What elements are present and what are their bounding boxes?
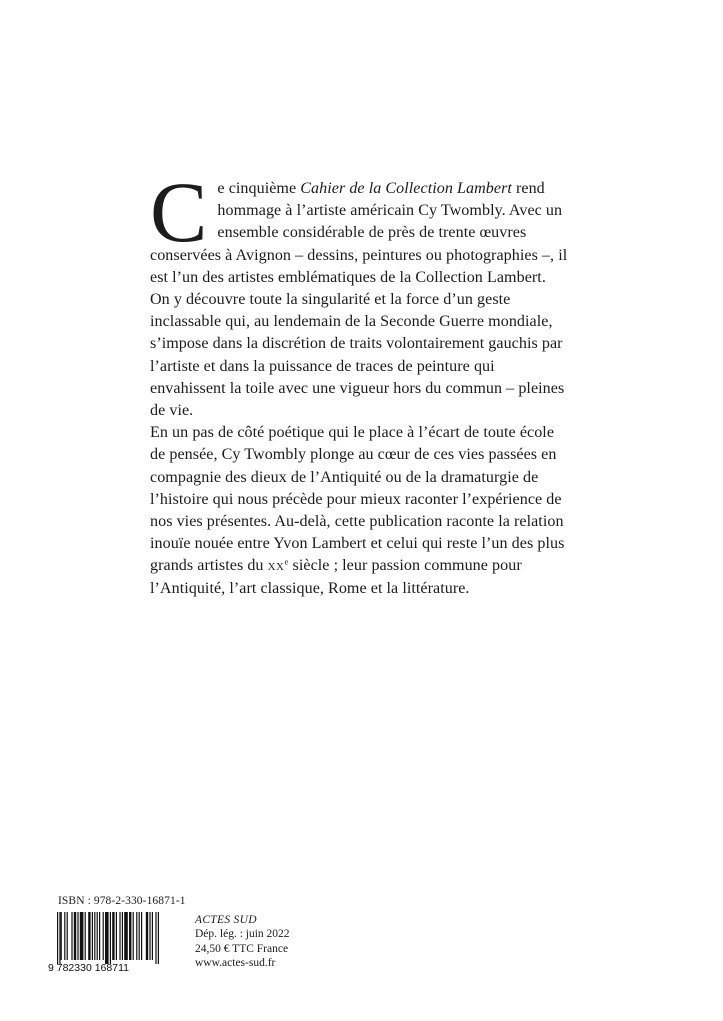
barcode-bar: [139, 912, 140, 960]
barcode-bar: [149, 912, 150, 960]
isbn-label: ISBN : 978-2-330-16871-1: [58, 895, 186, 907]
isbn-barcode: [48, 912, 180, 972]
barcode-bar: [146, 912, 148, 960]
barcode-bar: [88, 912, 90, 960]
barcode-bar: [74, 912, 76, 960]
book-series-title: Cahier de la Collection Lambert: [300, 180, 512, 197]
barcode-bar: [158, 912, 159, 964]
barcode-bar: [85, 912, 86, 960]
barcode-bar: [112, 912, 114, 960]
century-superscript: e: [284, 556, 289, 567]
barcode-bar: [97, 912, 98, 960]
paragraph-intro: [150, 164, 570, 289]
price: 24,50 € TTC France: [195, 942, 289, 955]
paragraph-gesture: On y découvre toute la singularité et la force d’un geste inclassable qui, au lendemain de la Seconde Guerre mondiale, s’impose dans la discrétion de traits volontairement gauchis par l’artiste et dans la puissance de traces de peinture qui envahissent la toile avec une vigueur hors du commun – pleines de vie.: [150, 291, 565, 420]
barcode-bar: [80, 912, 84, 960]
legal-deposit: Dép. lég. : juin 2022: [195, 928, 290, 941]
intro-text-start: e cinquième: [217, 180, 301, 197]
publisher-imprint: [195, 913, 290, 970]
barcode-bar: [103, 912, 104, 960]
barcode-bar: [59, 912, 60, 964]
poetic-text-end: siècle ; leur passion commune pour l’Antiquité, l’art classique, Rome et la littérature.: [150, 557, 522, 597]
barcode-bar: [57, 912, 58, 964]
barcode-bar: [129, 912, 131, 960]
back-cover-blurb: [150, 164, 570, 600]
barcode-bar: [105, 912, 109, 964]
barcode-bar: [124, 912, 128, 960]
barcode-bar: [77, 912, 78, 960]
century-numeral: xx: [267, 557, 285, 575]
drop-cap: C: [150, 164, 208, 260]
barcode-bar: [119, 912, 120, 960]
barcode-bar: [92, 912, 93, 960]
barcode-bar: [133, 912, 134, 960]
barcode-bar: [64, 912, 65, 960]
barcode-bar: [136, 912, 137, 960]
barcode-bar: [116, 912, 117, 960]
barcode-bar: [61, 912, 62, 960]
paragraph-poetic: [150, 422, 570, 600]
barcode-bar: [141, 912, 142, 960]
barcode-bar: [67, 912, 68, 960]
barcode-digits: 9 782330 168711: [48, 962, 129, 972]
intro-text-end: rend hommage à l’artiste américain Cy Twombly. Avec un ensemble considérable de près de trente œuvres conservées à Avignon – dessins, peintures ou photographies –, il est l’un des artistes emblématiques de la Collection Lambert.: [150, 180, 568, 286]
barcode-bar: [99, 912, 100, 960]
barcode-bar: [122, 912, 123, 960]
barcode-bar: [94, 912, 95, 960]
barcode-bars: [57, 912, 159, 964]
publisher-name: ACTES SUD: [195, 914, 257, 926]
barcode-graphic: [48, 912, 180, 972]
barcode-bar: [71, 912, 72, 960]
barcode-bar: [110, 912, 111, 964]
publisher-website: www.actes-sud.fr: [195, 956, 276, 969]
barcode-bar: [152, 912, 153, 960]
barcode-bar: [155, 912, 156, 964]
poetic-text-start: En un pas de côté poétique qui le place à l’écart de toute école de pensée, Cy Twombly plonge au cœur de ces vies passées en compagnie des dieux de l’Antiquité ou de la dramaturgie de l’histoire qui nous précède pour mieux raconter l’expérience de nos vies présentes. Au-delà, cette publication raconte la relation inouïe nouée entre Yvon Lambert et celui qui reste l’un des plus grands artistes du: [150, 424, 565, 575]
